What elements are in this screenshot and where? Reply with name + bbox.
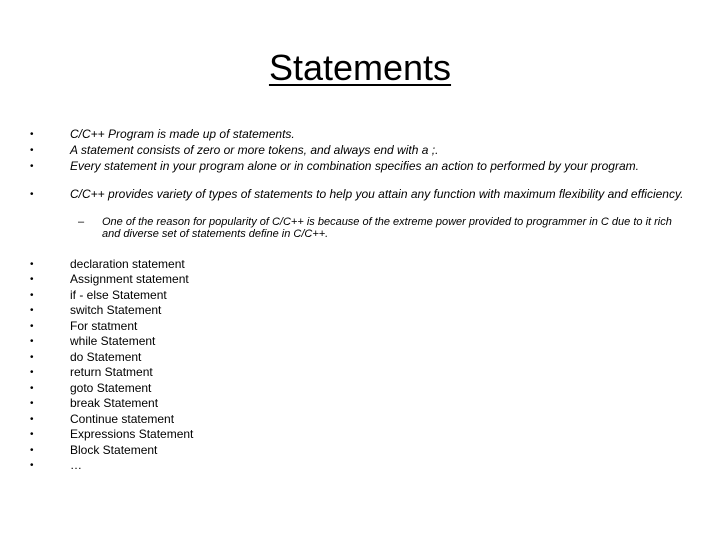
statement-type-item: • Expressions Statement: [70, 428, 690, 441]
statement-type-item: • return Statment: [70, 366, 690, 379]
statement-type-item: • goto Statement: [70, 382, 690, 395]
bullet-item: • Every statement in your program alone or in combination specifies an action to performed by your program.: [70, 160, 690, 173]
bullet-item: • C/C++ Program is made up of statements.: [70, 128, 690, 141]
bullet-item: • C/C++ provides variety of types of statements to help you attain any function with maximum flexibility and efficiency.: [70, 188, 690, 201]
statement-type-item: • Assignment statement: [70, 273, 690, 286]
slide-title: Statements: [268, 47, 452, 88]
bullet-item: • A statement consists of zero or more tokens, and always end with a ;.: [70, 144, 690, 157]
statement-type-item: • For statment: [70, 320, 690, 333]
statement-type-item: • switch Statement: [70, 304, 690, 317]
statement-type-item: • break Statement: [70, 397, 690, 410]
statement-type-item: • …: [70, 459, 690, 472]
sub-bullet-item: – One of the reason for popularity of C/C++ is because of the extreme power provided to programmer in C due to it rich and diverse set of statements define in C/C++.: [102, 216, 688, 240]
statement-type-item: • while Statement: [70, 335, 690, 348]
statement-type-item: • declaration statement: [70, 258, 690, 271]
statement-type-item: • do Statement: [70, 351, 690, 364]
statement-type-item: • if - else Statement: [70, 289, 690, 302]
statement-type-item: • Continue statement: [70, 413, 690, 426]
statement-type-item: • Block Statement: [70, 444, 690, 457]
